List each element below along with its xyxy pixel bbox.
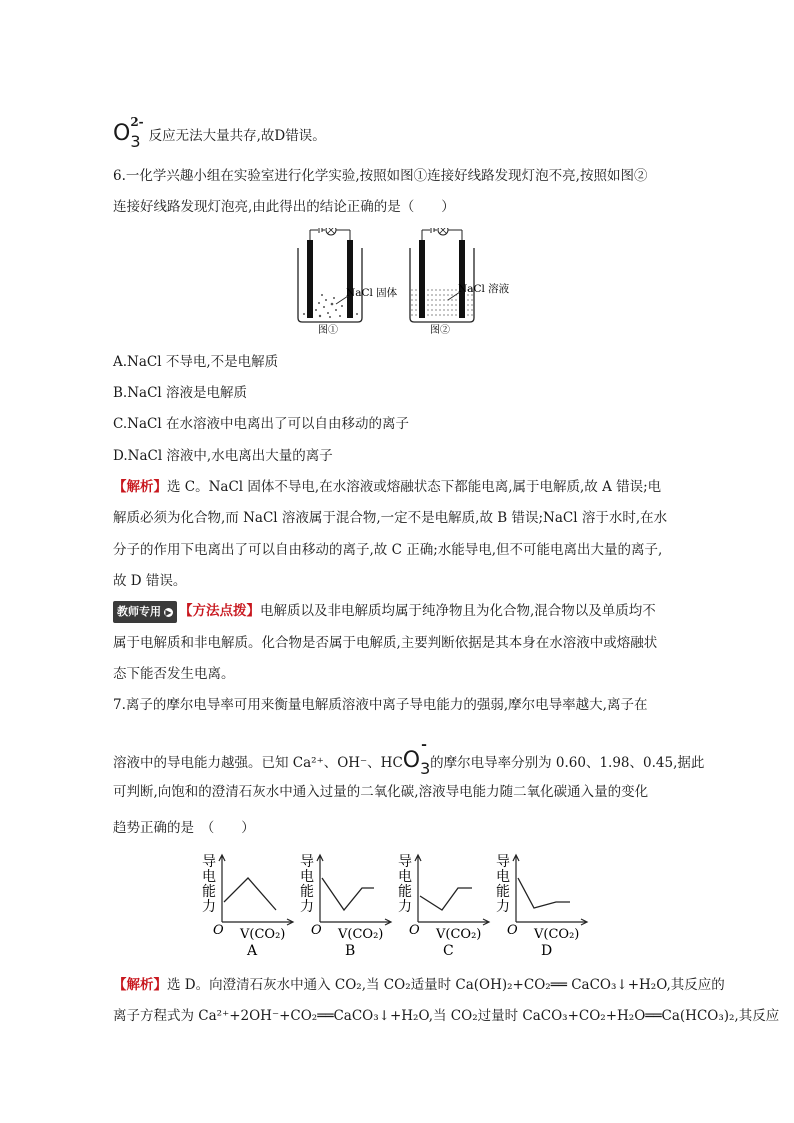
- teacher-badge-label: 教师专用: [117, 605, 161, 618]
- q7-formula-o: O: [402, 748, 421, 773]
- analysis-tag: 【解析】: [113, 479, 167, 495]
- q6-analysis-line-3: 分子的作用下电离出了可以自由移动的离子,故 C 正确;水能导电,但不可能电离出大量的离子,: [113, 542, 663, 558]
- graph-ylabel-char: 力: [300, 899, 314, 915]
- method-line-3: 态下能否发生电离。: [113, 666, 235, 682]
- beaker-2: [410, 228, 510, 336]
- graph-curve: [322, 878, 374, 910]
- graph-ylabel-char: 力: [496, 899, 510, 915]
- q7-analysis-line-2: 离子方程式为 Ca²⁺+2OH⁻+CO₂══CaCO₃↓+H₂O,当 CO₂过量时 CaCO₃+CO₂+H₂O══Ca(HCO₃)₂,其反应: [113, 1008, 780, 1024]
- graph-origin: O: [507, 923, 518, 938]
- q6-analysis-line-1: [113, 477, 661, 497]
- graph-xlabel: V(CO₂): [534, 927, 580, 942]
- q7-graphs: [196, 852, 616, 962]
- graph-ylabel-char: 力: [398, 899, 412, 915]
- graph-curve: [420, 888, 472, 910]
- q7-line-3: 可判断,向饱和的澄清石灰水中通入过量的二氧化碳,溶液导电能力随二氧化碳通入量的变化: [113, 784, 649, 800]
- q6-figure: [290, 228, 510, 338]
- formula-scripts: [130, 115, 144, 151]
- option-b: B.NaCl 溶液是电解质: [113, 385, 248, 401]
- graph-d: [496, 854, 587, 959]
- q7-analysis-line-1: [113, 975, 725, 995]
- graph-ylabel-char: 导: [300, 854, 314, 870]
- q7-line-1: 7.离子的摩尔电导率可用来衡量电解质溶液中离子导电能力的强弱,摩尔电导率越大,离子在: [113, 697, 648, 713]
- graph-origin: O: [213, 923, 224, 938]
- graph-ylabel-char: 能: [202, 884, 216, 900]
- graph-curve: [518, 878, 570, 908]
- q7-analysis-tag: 【解析】: [113, 977, 167, 993]
- q6-analysis-line-4: 故 D 错误。: [113, 573, 187, 589]
- q7-line-2: [113, 737, 705, 778]
- play-icon: ▶: [165, 608, 172, 617]
- option-c: C.NaCl 在水溶液中电离出了可以自由移动的离子: [113, 416, 409, 432]
- figure-caption-1: 图①: [318, 325, 338, 336]
- graph-origin: O: [409, 923, 420, 938]
- graph-ylabel-char: 电: [300, 869, 314, 885]
- q6-analysis-line-2: 解质必须为化合物,而 NaCl 溶液属于混合物,一定不是电解质,故 B 错误;NaCl 溶于水时,在水: [113, 510, 668, 526]
- q7-line-4: 趋势正确的是 （ ）: [113, 820, 255, 836]
- option-d: D.NaCl 溶液中,水电离出大量的离子: [113, 448, 333, 464]
- graph-a: [202, 854, 293, 959]
- graph-ylabel-char: 导: [496, 854, 510, 870]
- q6-line-1: 6.一化学兴趣小组在实验室进行化学实验,按照如图①连接好线路发现灯泡不亮,按照如图②: [113, 168, 648, 184]
- graph-ylabel-char: 导: [398, 854, 412, 870]
- graph-ylabel-char: 导: [202, 854, 216, 870]
- formula-line: [113, 115, 326, 151]
- graph-ylabel-char: 能: [300, 884, 314, 900]
- option-a: A.NaCl 不导电,不是电解质: [113, 354, 279, 370]
- graph-xlabel: V(CO₂): [436, 927, 482, 942]
- graph-ylabel-char: 能: [496, 884, 510, 900]
- graph-xlabel: V(CO₂): [240, 927, 286, 942]
- graph-ylabel-char: 电: [202, 869, 216, 885]
- q7-line-2-b: 的摩尔电导率分别为 0.60、1.98、0.45,据此: [430, 755, 705, 771]
- formula-sup: 2-: [130, 115, 144, 129]
- method-text-1: 电解质以及非电解质均属于纯净物且为化合物,混合物以及单质均不: [260, 603, 656, 619]
- graph-curve: [224, 878, 276, 910]
- teacher-badge: [113, 601, 177, 623]
- graph-c: [398, 854, 489, 959]
- figure-label-1: NaCl 固体: [346, 287, 398, 299]
- q6-analysis-text-1: 选 C。NaCl 固体不导电,在水溶液或熔融状态下都能电离,属于电解质,故 A 错误;电: [167, 479, 662, 495]
- graph-b: [300, 854, 391, 959]
- figure-caption-2: 图②: [430, 325, 450, 336]
- method-line-2: 属于电解质和非电解质。化合物是否属于电解质,主要判断依据是其本身在水溶液中或熔融状: [113, 635, 658, 651]
- method-line-1: [113, 601, 656, 623]
- q7-line-2-a: 溶液中的导电能力越强。已知 Ca²⁺、OH⁻、HC: [113, 755, 403, 771]
- q7-formula-sub: 3: [420, 759, 431, 778]
- graph-ylabel-char: 电: [496, 869, 510, 885]
- formula-o: O: [113, 121, 131, 146]
- formula-sub: 3: [130, 132, 141, 151]
- q7-analysis-text-1: 选 D。向澄清石灰水中通入 CO₂,当 CO₂适量时 Ca(OH)₂+CO₂══ CaCO₃↓+H₂O,其反应的: [167, 977, 725, 993]
- figure-label-2: NaCl 溶液: [458, 283, 510, 295]
- q7-formula-scripts: [420, 737, 431, 778]
- graph-xlabel: V(CO₂): [338, 927, 384, 942]
- graph-letter: C: [443, 943, 454, 959]
- graph-origin: O: [311, 923, 322, 938]
- graph-ylabel-char: 电: [398, 869, 412, 885]
- method-tag: 【方法点拨】: [179, 603, 260, 619]
- formula-text: 反应无法大量共存,故D错误。: [148, 128, 326, 144]
- graph-ylabel-char: 能: [398, 884, 412, 900]
- graph-letter: D: [541, 943, 553, 959]
- graph-letter: B: [345, 943, 356, 959]
- beaker-1: [298, 228, 398, 336]
- graph-ylabel-char: 力: [202, 899, 216, 915]
- graph-letter: A: [247, 943, 258, 959]
- q7-formula-sup: -: [421, 737, 427, 753]
- q6-line-2: 连接好线路发现灯泡亮,由此得出的结论正确的是（ ）: [113, 199, 455, 215]
